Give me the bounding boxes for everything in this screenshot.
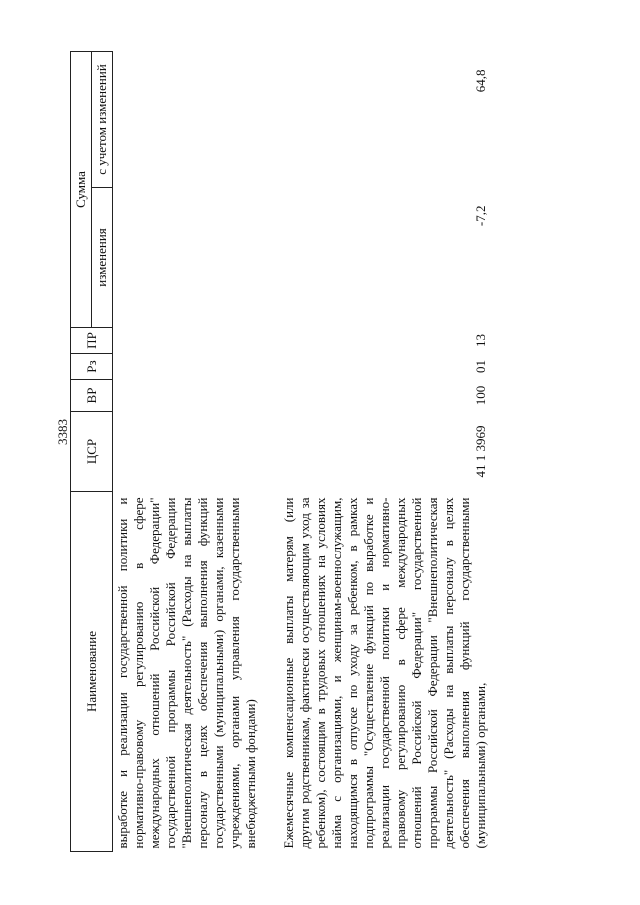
page-number: 3383 bbox=[55, 419, 70, 445]
table-row bbox=[113, 52, 262, 852]
header-csr: ЦСР bbox=[71, 412, 113, 492]
row-vr bbox=[113, 380, 262, 412]
row-vr: 100 bbox=[473, 385, 488, 406]
row-with-changes bbox=[113, 52, 262, 188]
row-pr: 13 bbox=[473, 334, 488, 347]
header-name: Наименование bbox=[71, 492, 113, 852]
header-vr: ВР bbox=[71, 380, 113, 412]
row-with-changes: 64,8 bbox=[473, 69, 488, 93]
row-rz: 01 bbox=[473, 360, 488, 373]
header-change: изменения bbox=[92, 188, 113, 328]
header-pr: ПР bbox=[71, 328, 113, 354]
row-change bbox=[113, 188, 262, 328]
header-with-changes: с учетом изменений bbox=[92, 52, 113, 188]
budget-table-sheet bbox=[70, 52, 550, 852]
row-pr bbox=[113, 328, 262, 354]
budget-table bbox=[70, 51, 491, 852]
row-rz bbox=[113, 354, 262, 380]
row-change: -7,2 bbox=[473, 205, 488, 227]
row-csr: 41 1 3969 bbox=[473, 425, 488, 478]
header-rz: Рз bbox=[71, 354, 113, 380]
row-name: Ежемесячные компенсационные выплаты матерям (или другим родственникам, фактически осуществляющим уход за ребенком), состоящим в трудовых отношениях на условиях найма с организациями, и женщинам-военнослужащим, находящимся в отпуске по уходу за ребенком, в рамках подпрограммы "Осуществление функций по выработке и реализации государственной политики и нормативно-правовому регулированию в сфере международных отношений Российской Федерации" государственной программы Российской Федерации "Внешнеполитическая деятельность" (Расходы на выплаты персоналу в целях обеспечения выполнения функций государственными (муниципальными) органами, bbox=[281, 497, 488, 849]
row-csr bbox=[113, 412, 262, 492]
table-row bbox=[279, 52, 491, 852]
header-sum: Сумма bbox=[71, 52, 92, 328]
row-name: выработке и реализации государственной политики и нормативно-правовому регулированию в сфере международных отношений Российской Федерации" государственной программы Российской Федерации "Внешнеполитическая деятельность" (Расходы на выплаты персоналу в целях обеспечения выполнения функций государственными (муниципальными) органами, казенными учреждениями, органами управления государственными внебюджетными фондами) bbox=[115, 497, 258, 849]
